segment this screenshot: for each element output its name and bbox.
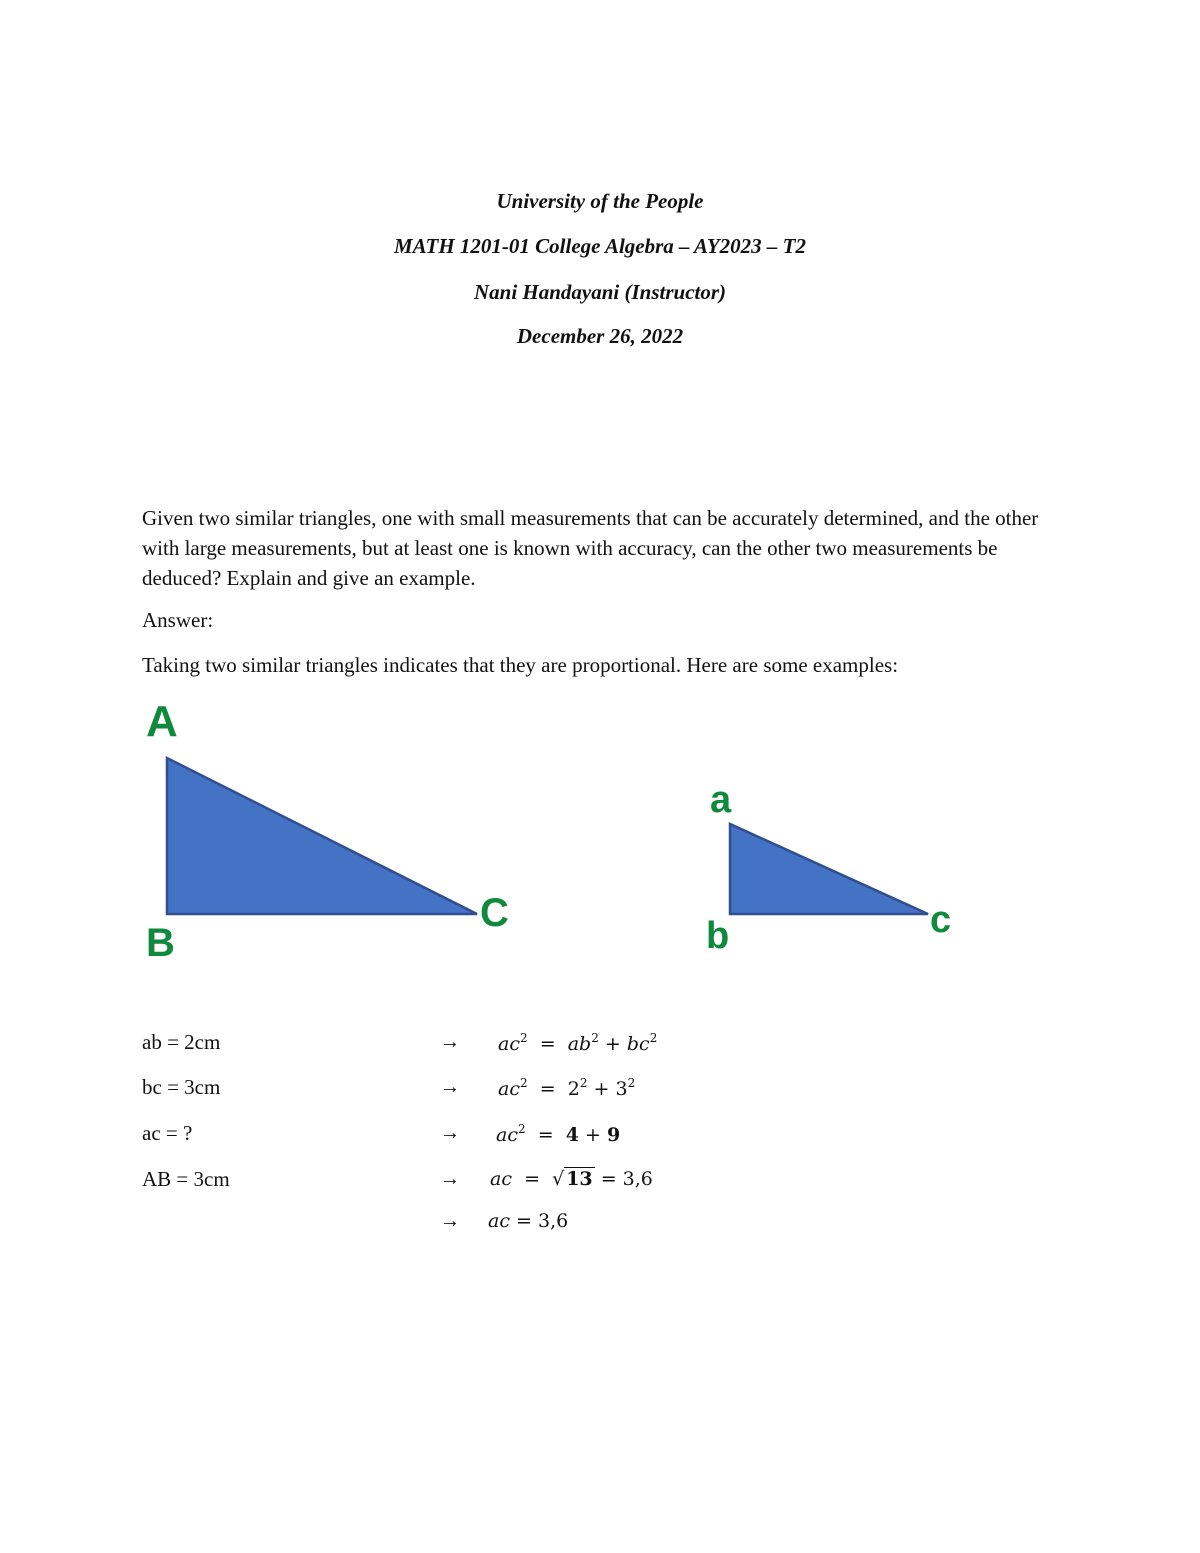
equation-result: ac = 3,6 — [488, 1210, 569, 1232]
arrow-5: → — [440, 1210, 460, 1232]
arrow-1: → — [440, 1031, 460, 1053]
sqrt-symbol: √ — [552, 1168, 565, 1190]
arrow-2: → — [440, 1076, 460, 1098]
label-small-c: c — [930, 899, 952, 941]
triangles-diagram — [0, 690, 1200, 990]
arrow-3: → — [440, 1122, 460, 1144]
header-course: MATH 1201-01 College Algebra – AY2023 – T2 — [393, 234, 807, 258]
label-small-a: a — [710, 779, 732, 821]
header-university: University of the People — [496, 189, 704, 213]
large-triangle — [167, 758, 477, 914]
answer-intro: Taking two similar triangles indicates that they are proportional. Here are some examples: — [142, 653, 899, 677]
equation-pythagoras: $ac^2 = ab^2 + bc^2$ — [498, 1031, 658, 1055]
label-small-b: b — [706, 915, 730, 957]
header-date: December 26, 2022 — [516, 324, 684, 348]
unknown-ac: ac = ? — [142, 1121, 193, 1145]
equation-substituted: $ac^2 = 2^2 + 3^2$ — [498, 1076, 636, 1100]
arrow-4: → — [440, 1168, 460, 1190]
given-bc: bc = 3cm — [142, 1075, 221, 1099]
header-instructor: Nani Handayani (Instructor) — [473, 280, 727, 304]
given-ab: ab = 2cm — [142, 1030, 221, 1054]
equation-sqrt: ac = √ 13 = 3,6 — [490, 1168, 653, 1190]
label-large-C: C — [480, 891, 509, 935]
label-large-A: A — [146, 697, 178, 746]
label-large-B: B — [146, 921, 175, 965]
question-text: Given two similar triangles, one with small measurements that can be accurately determined, and the other with large measurements, but at least one is known with accuracy, can the other two measurements be deduced? Explain and give an example. — [142, 506, 1039, 590]
given-AB: AB = 3cm — [142, 1167, 230, 1191]
answer-label: Answer: — [142, 608, 214, 632]
small-triangle — [730, 824, 928, 914]
equation-sum: $ac^2 = 4 + 9$ — [496, 1122, 621, 1146]
